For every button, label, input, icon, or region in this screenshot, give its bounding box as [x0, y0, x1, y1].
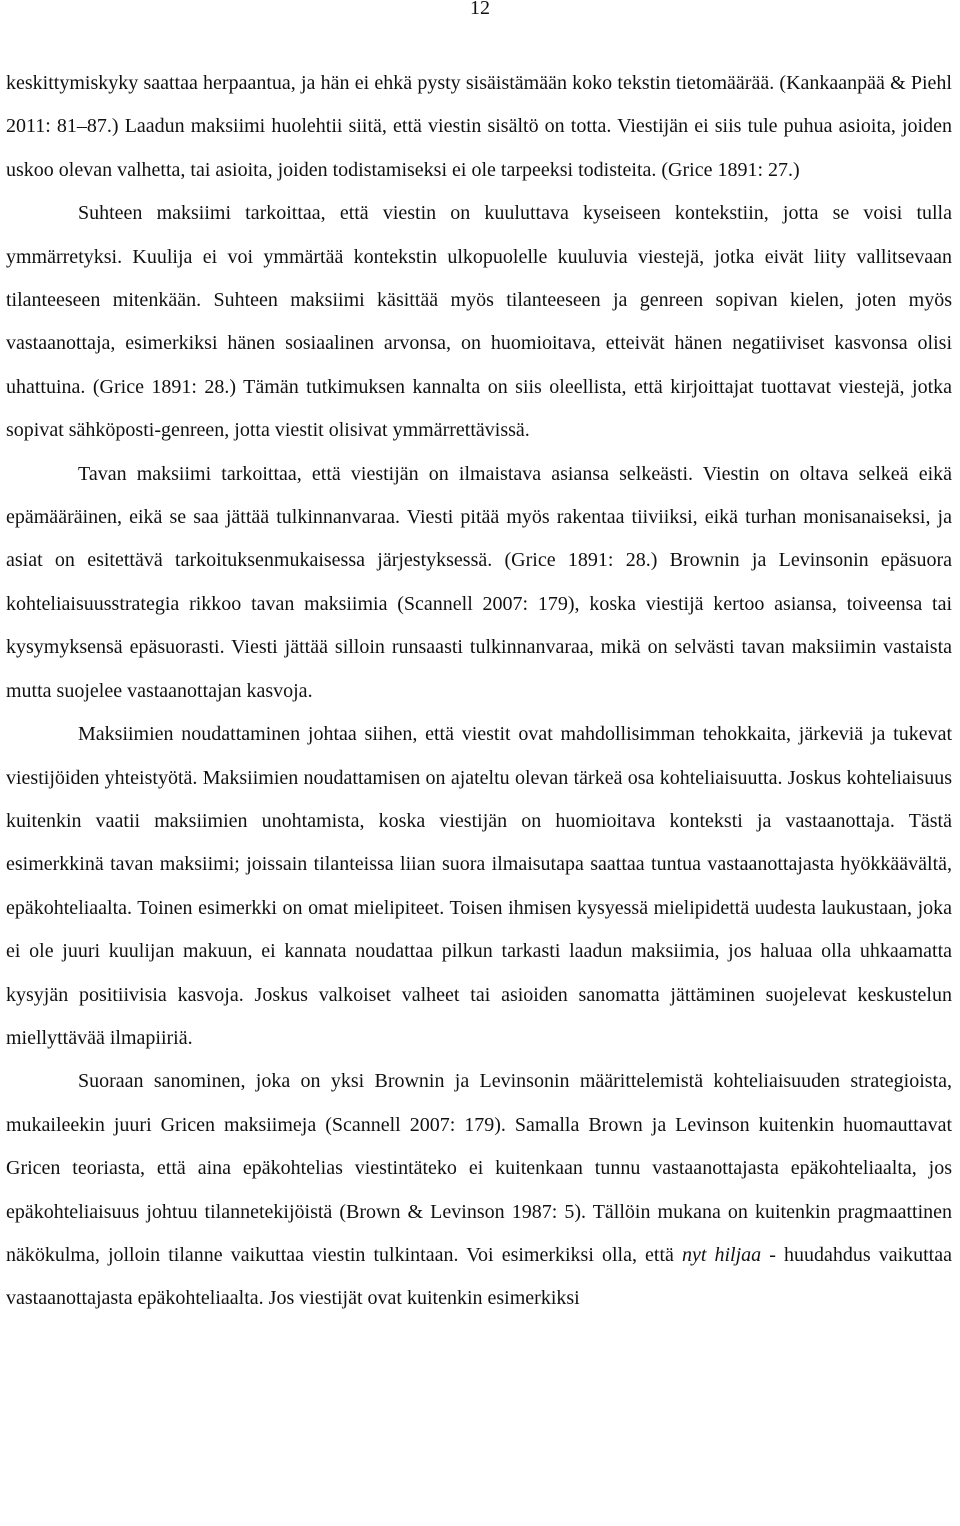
italic-phrase: nyt hiljaa: [681, 1243, 762, 1266]
paragraph-5-text-before: Suoraan sanominen, joka on yksi Brownin ja Levinsonin määrittelemistä kohteliaisuuden strategioista, mukaileekin juuri Gricen maksiimeja (Scannell 2007: 179). Samalla Brown ja Levinson kuitenkin huomauttavat Gricen teoriasta, että aina epäkohtelias viestintäteko ei kuitenkaan tunnu vastaanottajasta epäkohteliaalta, jos epäkohteliaisuus johtuu tilannetekijöistä (Brown & Levinson 1987: 5). Tällöin mukana on kuitenkin pragmaattinen näkökulma, jolloin tilanne vaikuttaa viestin tulkintaan. Voi esimerkiksi olla, että: [6, 1070, 952, 1266]
document-body: [6, 62, 952, 1321]
paragraph-1: keskittymiskyky saattaa herpaantua, ja hän ei ehkä pysty sisäistämään koko tekstin tietomäärää. (Kankaanpää & Piehl 2011: 81–87.) Laadun maksiimi huolehtii siitä, että viestin sisältö on totta. Viestijän ei siis tule puhua asioita, joiden uskoo olevan valhetta, tai asioita, joiden todistamiseksi ei ole tarpeeksi todisteita. (Grice 1891: 27.): [6, 72, 952, 181]
paragraph-5: [6, 1060, 952, 1320]
paragraph-2: Suhteen maksiimi tarkoittaa, että viestin on kuuluttava kyseiseen kontekstiin, jotta se voisi tulla ymmärretyksi. Kuulija ei voi ymmärtää kontekstin ulkopuolelle kuuluvia viestejä, jotka eivät liity vallitsevaan tilanteeseen mitenkään. Suhteen maksiimi käsittää myös tilanteeseen ja genreen sopivan kielen, joten myös vastaanottaja, esimerkiksi hänen sosiaalinen arvonsa, on huomioitava, etteivät hänen negatiiviset kasvonsa olisi uhattuina. (Grice 1891: 28.) Tämän tutkimuksen kannalta on siis oleellista, että kirjoittajat tuottavat viestejä, jotka sopivat sähköposti-genreen, jotta viestit olisivat ymmärrettävissä.: [6, 202, 952, 442]
paragraph-5-text-after: - huudahdus vaikuttaa vastaanottajasta epäkohteliaalta. Jos viestijät ovat kuitenkin esimerkiksi: [6, 1243, 952, 1310]
paragraph-3: Tavan maksiimi tarkoittaa, että viestijän on ilmaistava asiansa selkeästi. Viestin on oltava selkeä eikä epämääräinen, eikä se saa jättää tulkinnanvaraa. Viesti pitää myös rakentaa tiiviiksi, eikä turhan monisanaiseksi, ja asiat on esitettävä tarkoituksenmukaisessa järjestyksessä. (Grice 1891: 28.) Brownin ja Levinsonin epäsuora kohteliaisuusstrategia rikkoo tavan maksiimia (Scannell 2007: 179), koska viestijä kertoo asiansa, toiveensa tai kysymyksensä epäsuorasti. Viesti jättää silloin runsaasti tulkinnanvaraa, mikä on selvästi tavan maksiimin vastaista mutta suojelee vastaanottajan kasvoja.: [6, 462, 952, 702]
page-number: 12: [470, 0, 490, 19]
paragraph-4: Maksiimien noudattaminen johtaa siihen, että viestit ovat mahdollisimman tehokkaita, järkeviä ja tukevat viestijöiden yhteistyötä. Maksiimien noudattamisen on ajateltu olevan tärkeä osa kohteliaisuutta. Joskus kohteliaisuus kuitenkin vaatii maksiimien unohtamista, koska viestijän on huomioitava konteksti ja vastaanottaja. Tästä esimerkkinä tavan maksiimi; joissain tilanteissa liian suora ilmaisutapa saattaa tuntua vastaanottajasta hyökkäävältä, epäkohteliaalta. Toinen esimerkki on omat mielipiteet. Toisen ihmisen kysyessä mielipidettä uudesta laukustaan, joka ei ole juuri kuulijan makuun, ei kannata noudattaa pilkun tarkasti laadun maksiimia, jos haluaa olla uhkaamatta kysyjän positiivisia kasvoja. Joskus valkoiset valheet tai asioiden sanomatta jättäminen suojelevat keskustelun miellyttävää ilmapiiriä.: [6, 723, 952, 1049]
